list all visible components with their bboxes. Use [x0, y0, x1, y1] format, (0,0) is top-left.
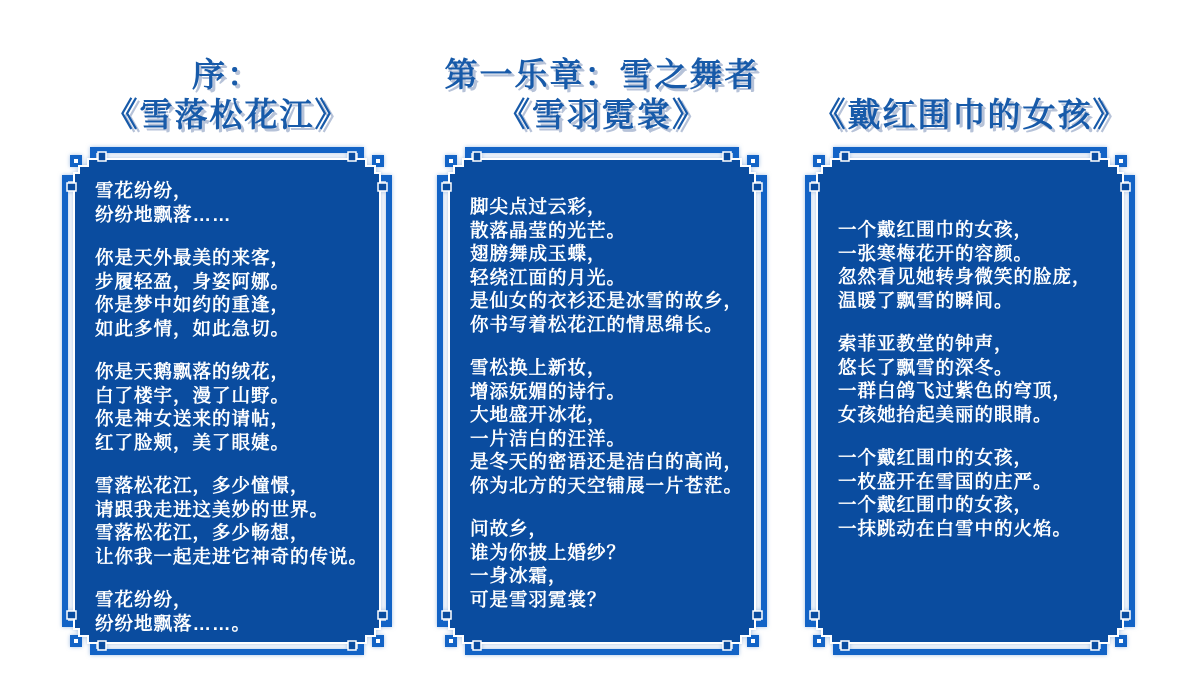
poem-title-line: 第一乐章：雪之舞者 — [444, 56, 760, 93]
poem-column — [62, 0, 392, 683]
poem-line: 一张寒梅花开的容颜。 — [838, 242, 1034, 264]
poem-line: 可是雪羽霓裳？ — [470, 588, 607, 610]
poem-stanza — [95, 588, 374, 635]
poem-line: 索菲亚教堂的钟声， — [838, 333, 1014, 354]
poem-line: 是仙女的衣衫还是冰雪的故乡， — [470, 290, 744, 311]
poem-stanza — [838, 446, 1117, 540]
poem-line: 雪松换上新妆， — [470, 357, 607, 378]
poem-line: 让你我一起走进它神奇的传说。 — [95, 545, 369, 567]
poem-line: 白了楼宇，漫了山野。 — [95, 384, 291, 406]
poem-line: 一个戴红围巾的女孩， — [838, 494, 1034, 515]
poem-line: 你是梦中如约的重逢， — [95, 294, 291, 315]
poem-line: 雪落松花江，多少憧憬， — [95, 475, 310, 496]
poem-stanza — [470, 517, 749, 611]
poem-title-line: 《雪羽霓裳》 — [497, 96, 707, 133]
poem-panel — [62, 147, 392, 655]
poem-line: 你是神女送来的请帖， — [95, 408, 291, 429]
poem-body — [470, 147, 749, 655]
poem-title — [62, 0, 392, 147]
poem-title — [437, 0, 767, 147]
poem-line: 步履轻盈，身姿阿娜。 — [95, 270, 291, 292]
poem-line: 脚尖点过云彩， — [470, 196, 607, 217]
poem-line: 悠长了飘雪的深冬。 — [838, 356, 1014, 378]
poem-line: 女孩她抬起美丽的眼睛。 — [838, 403, 1053, 425]
poem-line: 纷纷地飘落……。 — [95, 612, 252, 634]
poem-line: 你是天鹅飘落的绒花， — [95, 361, 291, 382]
poem-column — [437, 0, 767, 683]
poem-line: 红了脸颊，美了眼婕。 — [95, 431, 291, 453]
poem-line: 是冬天的密语还是洁白的高尚， — [470, 451, 744, 472]
poem-line: 谁为你披上婚纱？ — [470, 541, 627, 563]
poem-line: 你书写着松花江的情思绵长。 — [470, 313, 724, 335]
poem-title-line: 《雪落松花江》 — [104, 96, 350, 133]
poem-stanza — [95, 179, 374, 226]
poem-line: 一片洁白的汪洋。 — [470, 427, 627, 449]
poem-line: 散落晶莹的光芒。 — [470, 219, 627, 241]
poem-body — [95, 147, 374, 655]
poem-line: 一枚盛开在雪国的庄严。 — [838, 470, 1053, 492]
poem-line: 温暖了飘雪的瞬间。 — [838, 289, 1014, 311]
poem-line: 轻绕江面的月光。 — [470, 266, 627, 288]
poem-stanza — [95, 474, 374, 568]
poem-column — [805, 0, 1135, 683]
poem-title — [805, 0, 1135, 147]
poem-line: 一身冰霜， — [470, 565, 568, 586]
poem-line: 一群白鸽飞过紫色的穹顶， — [838, 380, 1073, 401]
poem-line: 增添妩媚的诗行。 — [470, 380, 627, 402]
poem-line: 一个戴红围巾的女孩， — [838, 447, 1034, 468]
poem-line: 大地盛开冰花， — [470, 404, 607, 425]
poem-line: 忽然看见她转身微笑的脸庞， — [838, 266, 1092, 287]
poem-title-line: 《戴红围巾的女孩》 — [812, 96, 1128, 133]
poem-line: 如此多情，如此急切。 — [95, 317, 291, 339]
poem-line: 雪花纷纷， — [95, 589, 193, 610]
poem-panel — [805, 147, 1135, 655]
poem-panel — [437, 147, 767, 655]
poem-title-line: 序： — [192, 56, 262, 93]
poem-line: 问故乡， — [470, 518, 549, 539]
poem-line: 纷纷地飘落…… — [95, 203, 232, 225]
poem-line: 你为北方的天空铺展一片苍茫。 — [470, 474, 744, 496]
poem-stanza — [838, 218, 1117, 312]
poem-stanza — [838, 332, 1117, 426]
poem-line: 翅膀舞成玉蝶， — [470, 243, 607, 264]
poem-line: 一个戴红围巾的女孩， — [838, 219, 1034, 240]
poem-body — [838, 147, 1117, 655]
poem-line: 你是天外最美的来客， — [95, 247, 291, 268]
poem-stanza — [470, 356, 749, 497]
poem-line: 一抹跳动在白雪中的火焰。 — [838, 517, 1073, 539]
poem-line: 请跟我走进这美妙的世界。 — [95, 498, 330, 520]
poem-line: 雪落松花江，多少畅想， — [95, 522, 310, 543]
poem-line: 雪花纷纷， — [95, 180, 193, 201]
poem-stanza — [95, 246, 374, 340]
poem-stanza — [95, 360, 374, 454]
poem-stanza — [470, 195, 749, 336]
